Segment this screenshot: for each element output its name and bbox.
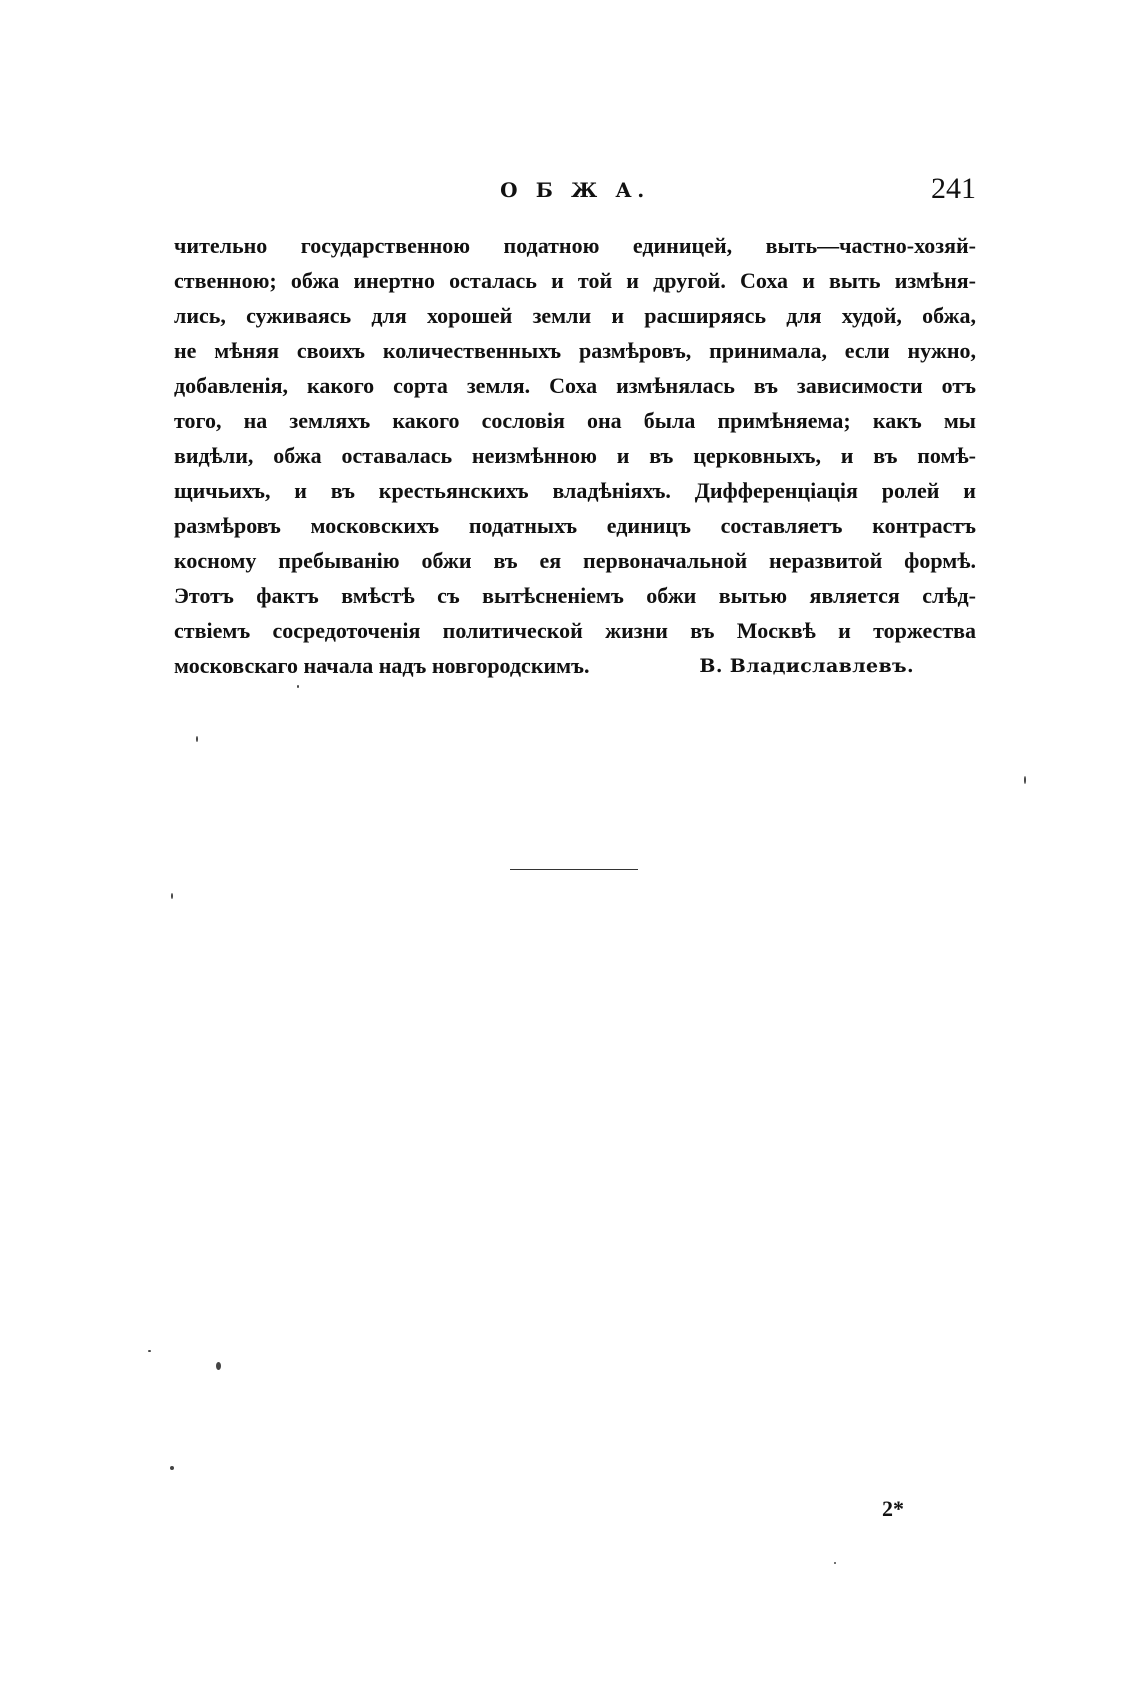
text-line: Этотъ фактъ вмѣстѣ съ вытѣсненіемъ обжи вытью является слѣд- [174, 583, 976, 608]
author-signature: В. Владиславлевъ. [699, 655, 914, 677]
text-line: видѣли, обжа оставалась неизмѣнною и въ церковныхъ, и въ помѣ- [174, 443, 976, 468]
running-head [174, 172, 976, 205]
text-line: московскаго начала надъ новгородскимъ. [174, 653, 590, 678]
page-number: 241 [931, 172, 976, 205]
scan-speck [170, 1466, 174, 1470]
text-line: ственною; обжа инертно осталась и той и другой. Соха и выть измѣня- [174, 268, 976, 293]
scan-speck [297, 685, 299, 688]
text-line: лись, суживаясь для хорошей земли и расширяясь для худой, обжа, [174, 303, 976, 328]
scan-speck [148, 1350, 151, 1352]
body-paragraph [174, 228, 976, 683]
scan-speck [196, 736, 198, 742]
text-line: чительно государственною податною единицей, выть—частно-хозяй- [174, 233, 976, 258]
text-line: размѣровъ московскихъ податныхъ единицъ составляетъ контрастъ [174, 513, 976, 538]
text-line: ствіемъ сосредоточенія политической жизни въ Москвѣ и торжества [174, 618, 976, 643]
text-line: того, на земляхъ какого сословія она была примѣняема; какъ мы [174, 408, 976, 433]
scan-speck [1024, 776, 1026, 784]
text-line: косному пребыванію обжи въ ея первоначальной неразвитой формѣ. [174, 548, 976, 573]
text-line: добавленія, какого сорта земля. Соха измѣнялась въ зависимости отъ [174, 373, 976, 398]
printer-signature-mark: 2* [882, 1496, 904, 1521]
text-line: не мѣняя своихъ количественныхъ размѣровъ, принимала, если нужно, [174, 338, 976, 363]
section-divider [510, 869, 638, 870]
text-line: щичьихъ, и въ крестьянскихъ владѣніяхъ. Дифференціація ролей и [174, 478, 976, 503]
scan-speck [216, 1362, 221, 1370]
scan-speck [171, 893, 173, 899]
scan-speck [834, 1562, 836, 1564]
running-title: О Б Ж А. [500, 178, 650, 202]
